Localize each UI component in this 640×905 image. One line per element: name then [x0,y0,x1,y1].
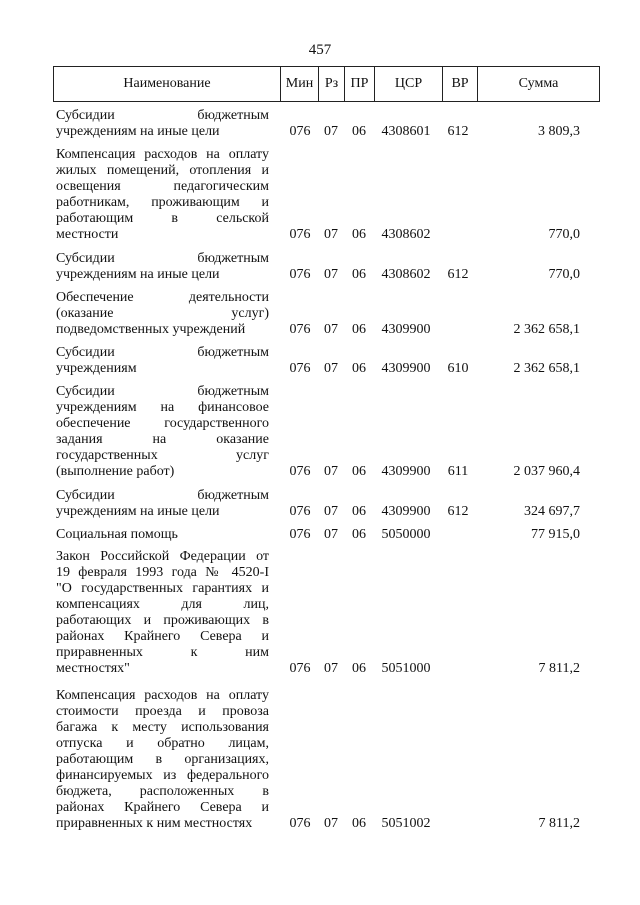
table-row [0,527,640,543]
header-rz: Рз [318,67,344,101]
row-vr [442,527,474,543]
row-name-line: компенсациях для лиц, [56,597,269,612]
row-name-line: "О государственных гарантиях и [56,581,269,596]
table-row [0,345,640,377]
row-name [56,108,269,140]
row-sum: 2 037 960,4 [513,464,580,479]
page-number: 457 [308,42,332,58]
row-csr: 5050000 [381,527,431,542]
row-vr: 612 [447,124,469,139]
row-name-line: Компенсация расходов на оплату [56,688,269,703]
header-min: Мин [280,67,318,101]
row-name-line: учреждениям на финансовое [56,400,269,415]
row-name [56,549,269,677]
row-pr: 06 [352,661,366,676]
row-name [56,688,269,832]
row-pr: 06 [352,527,366,542]
header-pr: ПР [344,67,374,101]
row-vr [442,661,474,677]
row-rz: 07 [324,227,338,242]
row-name-line: приравненных к ним местностях [56,816,253,831]
row-rz: 07 [324,464,338,479]
row-vr: 612 [447,267,469,282]
table-row [0,251,640,283]
table-row [0,147,640,243]
table-row [0,488,640,520]
row-rz: 07 [324,816,338,831]
row-rz: 07 [324,504,338,519]
row-name-line: (оказание услуг) [56,306,269,321]
table-row [0,549,640,677]
row-name-line: задания на оказание [56,432,269,447]
table-row [0,688,640,832]
row-name [56,251,269,283]
row-pr: 06 [352,361,366,376]
header-csr: ЦСР [374,67,442,101]
row-name [56,527,269,543]
row-name-line: учреждениям на иные цели [56,124,220,139]
row-name [56,345,269,377]
row-name-line: (выполнение работ) [56,464,175,479]
row-rz: 07 [324,661,338,676]
row-name-line: Субсидии бюджетным [56,251,269,266]
row-min: 076 [289,816,311,831]
row-rz: 07 [324,361,338,376]
row-csr: 5051002 [381,816,431,831]
row-name-line: районах Крайнего Севера и [56,800,269,815]
table-header [53,66,600,102]
row-vr: 611 [447,464,469,479]
row-vr: 612 [447,504,469,519]
row-sum: 7 811,2 [538,661,580,676]
row-name-line: работающим в сельской [56,211,269,226]
row-rz: 07 [324,124,338,139]
header-name: Наименование [123,76,211,91]
row-sum: 7 811,2 [538,816,580,831]
row-name-line: освещения педагогическим [56,179,269,194]
row-min: 076 [289,227,311,242]
row-name-line: финансируемых из федерального [56,768,269,783]
row-vr [442,227,474,243]
row-name-line: Субсидии бюджетным [56,345,269,360]
row-min: 076 [289,361,311,376]
row-pr: 06 [352,816,366,831]
row-min: 076 [289,504,311,519]
row-pr: 06 [352,322,366,337]
row-sum: 770,0 [548,267,580,282]
row-sum: 2 362 658,1 [513,361,580,376]
row-sum: 2 362 658,1 [513,322,580,337]
header-sum: Сумма [477,67,599,101]
row-name [56,488,269,520]
table-row [0,108,640,140]
table-row [0,384,640,480]
row-sum: 77 915,0 [531,527,580,542]
row-vr: 610 [447,361,469,376]
row-csr: 5051000 [381,661,431,676]
row-name-line: бюджета, расположенных в [56,784,269,799]
row-pr: 06 [352,504,366,519]
row-min: 076 [289,267,311,282]
row-name-line: 19 февраля 1993 года № 4520-I [56,565,269,580]
row-name-line: приравненных к ним [56,645,269,660]
row-sum: 770,0 [548,227,580,242]
row-min: 076 [289,464,311,479]
row-min: 076 [289,661,311,676]
row-sum: 3 809,3 [538,124,580,139]
row-name-line: Субсидии бюджетным [56,488,269,503]
row-name-line: учреждениям [56,361,137,376]
table-row [0,290,640,338]
row-min: 076 [289,124,311,139]
row-name-line: Обеспечение деятельности [56,290,269,305]
row-vr [442,816,474,832]
row-csr: 4308601 [381,124,431,139]
row-rz: 07 [324,527,338,542]
row-name-line: государственных услуг [56,448,269,463]
row-name-line: Закон Российской Федерации от [56,549,269,564]
row-pr: 06 [352,267,366,282]
row-name-line: учреждениям на иные цели [56,267,220,282]
row-name [56,290,269,338]
row-name-line: местностях" [56,661,130,676]
header-vr: ВР [442,67,477,101]
row-name-line: подведомственных учреждений [56,322,246,337]
row-name-line: багажа к месту использования [56,720,269,735]
row-name-line: работающим в организациях, [56,752,269,767]
row-csr: 4309900 [381,504,431,519]
row-rz: 07 [324,267,338,282]
row-pr: 06 [352,464,366,479]
row-name-line: местности [56,227,119,242]
row-min: 076 [289,322,311,337]
row-name-line: районах Крайнего Севера и [56,629,269,644]
row-name-line: работникам, проживающим и [56,195,269,210]
row-name-line: отпуска и обратно лицам, [56,736,269,751]
row-name-line: учреждениям на иные цели [56,504,220,519]
row-name [56,147,269,243]
row-csr: 4309900 [381,464,431,479]
row-name-line: Субсидии бюджетным [56,108,269,123]
row-rz: 07 [324,322,338,337]
row-csr: 4309900 [381,322,431,337]
row-sum: 324 697,7 [524,504,580,519]
row-name-line: Социальная помощь [56,527,178,542]
row-name-line: работающих и проживающих в [56,613,269,628]
row-name-line: стоимости проезда и провоза [56,704,269,719]
row-name-line: жилых помещений, отопления и [56,163,269,178]
row-pr: 06 [352,227,366,242]
row-name-line: Компенсация расходов на оплату [56,147,269,162]
row-name-line: Субсидии бюджетным [56,384,269,399]
row-csr: 4309900 [381,361,431,376]
row-name [56,384,269,480]
row-pr: 06 [352,124,366,139]
row-name-line: обеспечение государственного [56,416,269,431]
row-min: 076 [289,527,311,542]
row-csr: 4308602 [381,227,431,242]
row-vr [442,322,474,338]
row-csr: 4308602 [381,267,431,282]
